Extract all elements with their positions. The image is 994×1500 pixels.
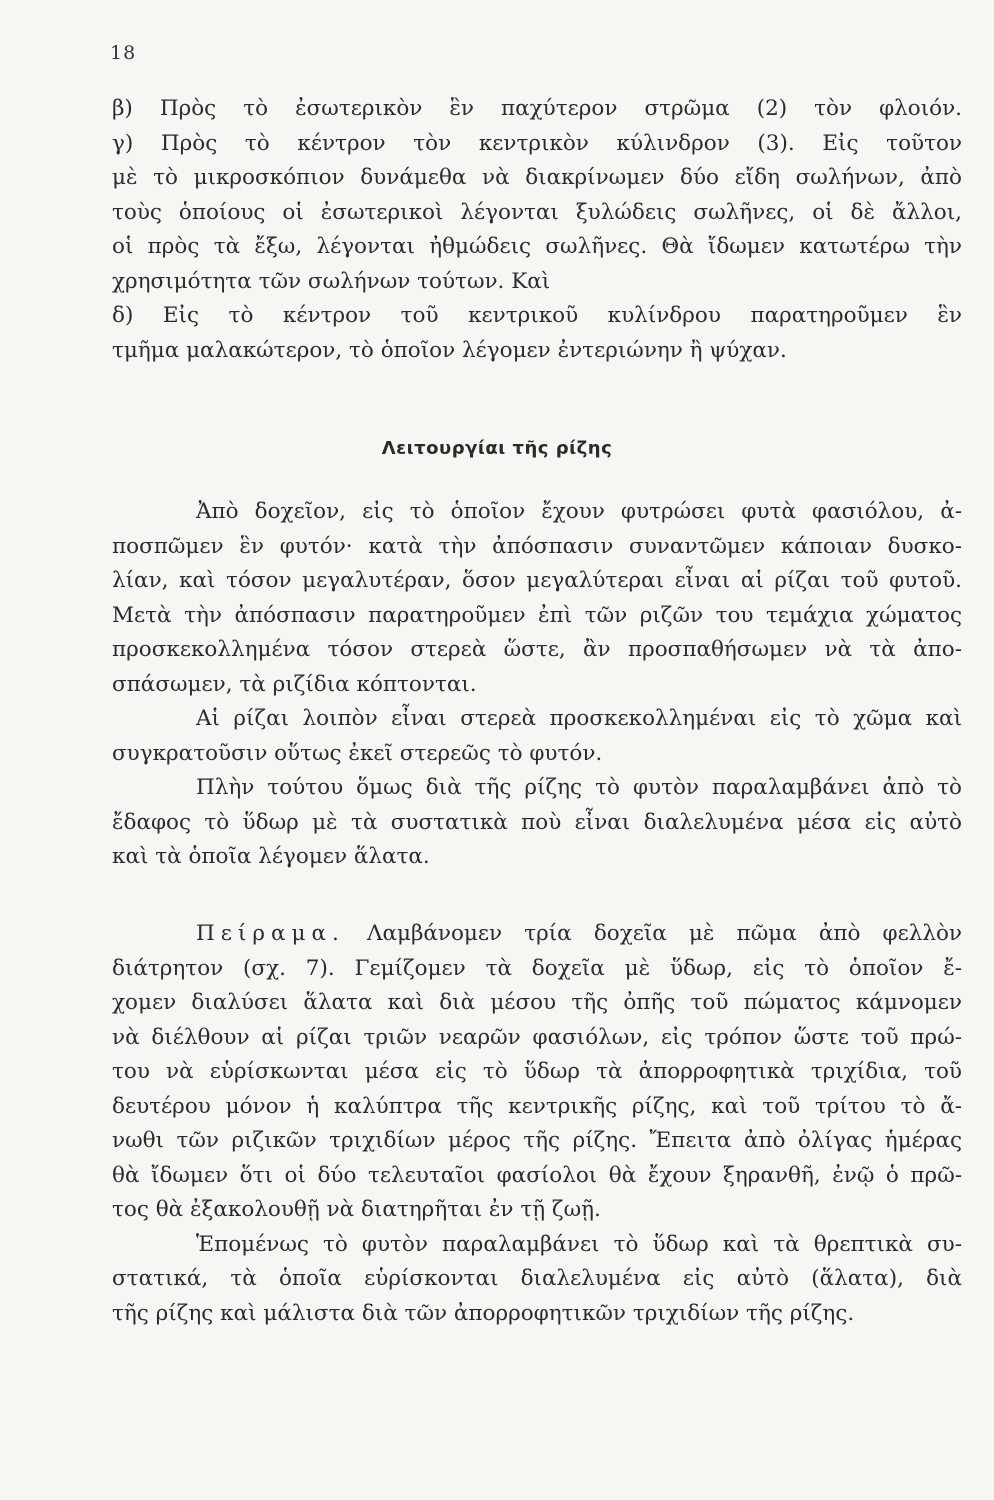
experiment-first-line [112, 917, 962, 952]
text-line: τμῆμα μαλακώτερον, τὸ ὁποῖον λέγομεν ἐντεριώνην ἢ ψύχαν. [112, 337, 787, 363]
text-line: στατικά, τὰ ὁποῖα εὑρίσκονται διαλελυμένα εἰς αὐτὸ (ἅλατα), διὰ [112, 1266, 962, 1291]
text-line: χομεν διαλύσει ἅλατα καὶ διὰ μέσου τῆς ὀπῆς τοῦ πώματος κάμνομεν [112, 990, 962, 1015]
text-line: γ) Πρὸς τὸ κέντρον τὸν κεντρικὸν κύλινδρον (3). Εἰς τοῦτον [112, 130, 962, 156]
text-line: δευτέρου μόνον ἡ καλύπτρα τῆς κεντρικῆς ρίζης, καὶ τοῦ τρίτου τὸ ἄ- [112, 1093, 962, 1119]
text-line: προσκεκολλημένα τόσον στερεὰ ὥστε, ἂν προσπαθήσωμεν νὰ τὰ ἀπο- [112, 637, 962, 662]
experiment-label: Πείραμα. [196, 921, 345, 946]
text-line: σπάσωμεν, τὰ ριζίδια κόπτονται. [112, 671, 477, 697]
text-line: Ἑπομένως τὸ φυτὸν παραλαμβάνει τὸ ὕδωρ καὶ τὰ θρεπτικὰ συ- [196, 1231, 962, 1257]
text-line: τος θὰ ἐξακολουθῇ νὰ διατηρῆται ἐν τῇ ζωῇ. [112, 1197, 601, 1222]
text-line: θὰ ἴδωμεν ὅτι οἱ δύο τελευταῖοι φασίολοι θὰ ἔχουν ξηρανθῆ, ἐνῷ ὁ πρῶ- [112, 1162, 962, 1188]
text-line: δ) Εἰς τὸ κέντρον τοῦ κεντρικοῦ κυλίνδρου παρατηροῦμεν ἓν [112, 303, 962, 328]
text-line: χρησιμότητα τῶν σωλήνων τούτων. Καὶ [112, 268, 551, 294]
text-line: λίαν, καὶ τόσον μεγαλυτέραν, ὅσον μεγαλύτεραι εἶναι αἱ ρίζαι τοῦ φυτοῦ. [112, 568, 962, 593]
text-line: τοὺς ὁποίους οἱ ἐσωτερικοὶ λέγονται ξυλώδεις σωλῆνες, οἱ δὲ ἄλλοι, [112, 199, 962, 225]
text-line: Ἀπὸ δοχεῖον, εἰς τὸ ὁποῖον ἔχουν φυτρώσει φυτὰ φασιόλου, ἀ- [196, 499, 962, 524]
text-line: οἱ πρὸς τὰ ἔξω, λέγονται ἠθμώδεις σωλῆνες. Θὰ ἴδωμεν κατωτέρω τὴν [112, 234, 962, 259]
page-number: 18 [110, 42, 137, 64]
text-line: Λαμβάνομεν τρία δοχεῖα μὲ πῶμα ἀπὸ φελλὸν [366, 921, 962, 946]
text-line: ἔδαφος τὸ ὕδωρ μὲ τὰ συστατικὰ ποὺ εἶναι διαλελυμένα μέσα εἰς αὐτὸ [112, 809, 962, 835]
text-line: μὲ τὸ μικροσκόπιον δυνάμεθα νὰ διακρίνωμεν δύο εἴδη σωλήνων, ἀπὸ [112, 165, 962, 190]
section-heading: Λειτουργίαι τῆς ρίζης [381, 438, 613, 459]
section-root-functions [112, 495, 962, 875]
text-line: Πλὴν τούτου ὅμως διὰ τῆς ρίζης τὸ φυτὸν παραλαμβάνει ἀπὸ τὸ [196, 775, 962, 800]
text-line: συγκρατοῦσιν οὕτως ἐκεῖ στερεῶς τὸ φυτόν. [112, 740, 603, 766]
section-experiment [112, 917, 962, 1331]
text-line: καὶ τὰ ὁποῖα λέγομεν ἅλατα. [112, 844, 430, 869]
text-line: νὰ διέλθουν αἱ ρίζαι τριῶν νεαρῶν φασιόλων, εἰς τρόπον ὥστε τοῦ πρώ- [112, 1024, 962, 1050]
text-line: τῆς ρίζης καὶ μάλιστα διὰ τῶν ἀπορροφητικῶν τριχιδίων τῆς ρίζης. [112, 1300, 855, 1326]
text-line: β) Πρὸς τὸ ἐσωτερικὸν ἓν παχύτερον στρῶμα (2) τὸν φλοιόν. [112, 96, 962, 121]
text-line: ποσπῶμεν ἓν φυτόν· κατὰ τὴν ἀπόσπασιν συναντῶμεν κάποιαν δυσκο- [112, 533, 962, 559]
section-root-structure [112, 92, 962, 368]
text-line: διάτρητον (σχ. 7). Γεμίζομεν τὰ δοχεῖα μὲ ὕδωρ, εἰς τὸ ὁποῖον ἔ- [112, 955, 962, 981]
text-line: Μετὰ τὴν ἀπόσπασιν παρατηροῦμεν ἐπὶ τῶν ριζῶν του τεμάχια χώματος [112, 602, 962, 628]
text-line: νωθι τῶν ριζικῶν τριχιδίων μέρος τῆς ρίζης. Ἔπειτα ἀπὸ ὀλίγας ἡμέρας [112, 1128, 962, 1153]
text-line: Αἱ ρίζαι λοιπὸν εἶναι στερεὰ προσκεκολλημέναι εἰς τὸ χῶμα καὶ [196, 706, 962, 731]
text-line: του νὰ εὑρίσκωνται μέσα εἰς τὸ ὕδωρ τὰ ἀπορροφητικὰ τριχίδια, τοῦ [112, 1059, 962, 1084]
